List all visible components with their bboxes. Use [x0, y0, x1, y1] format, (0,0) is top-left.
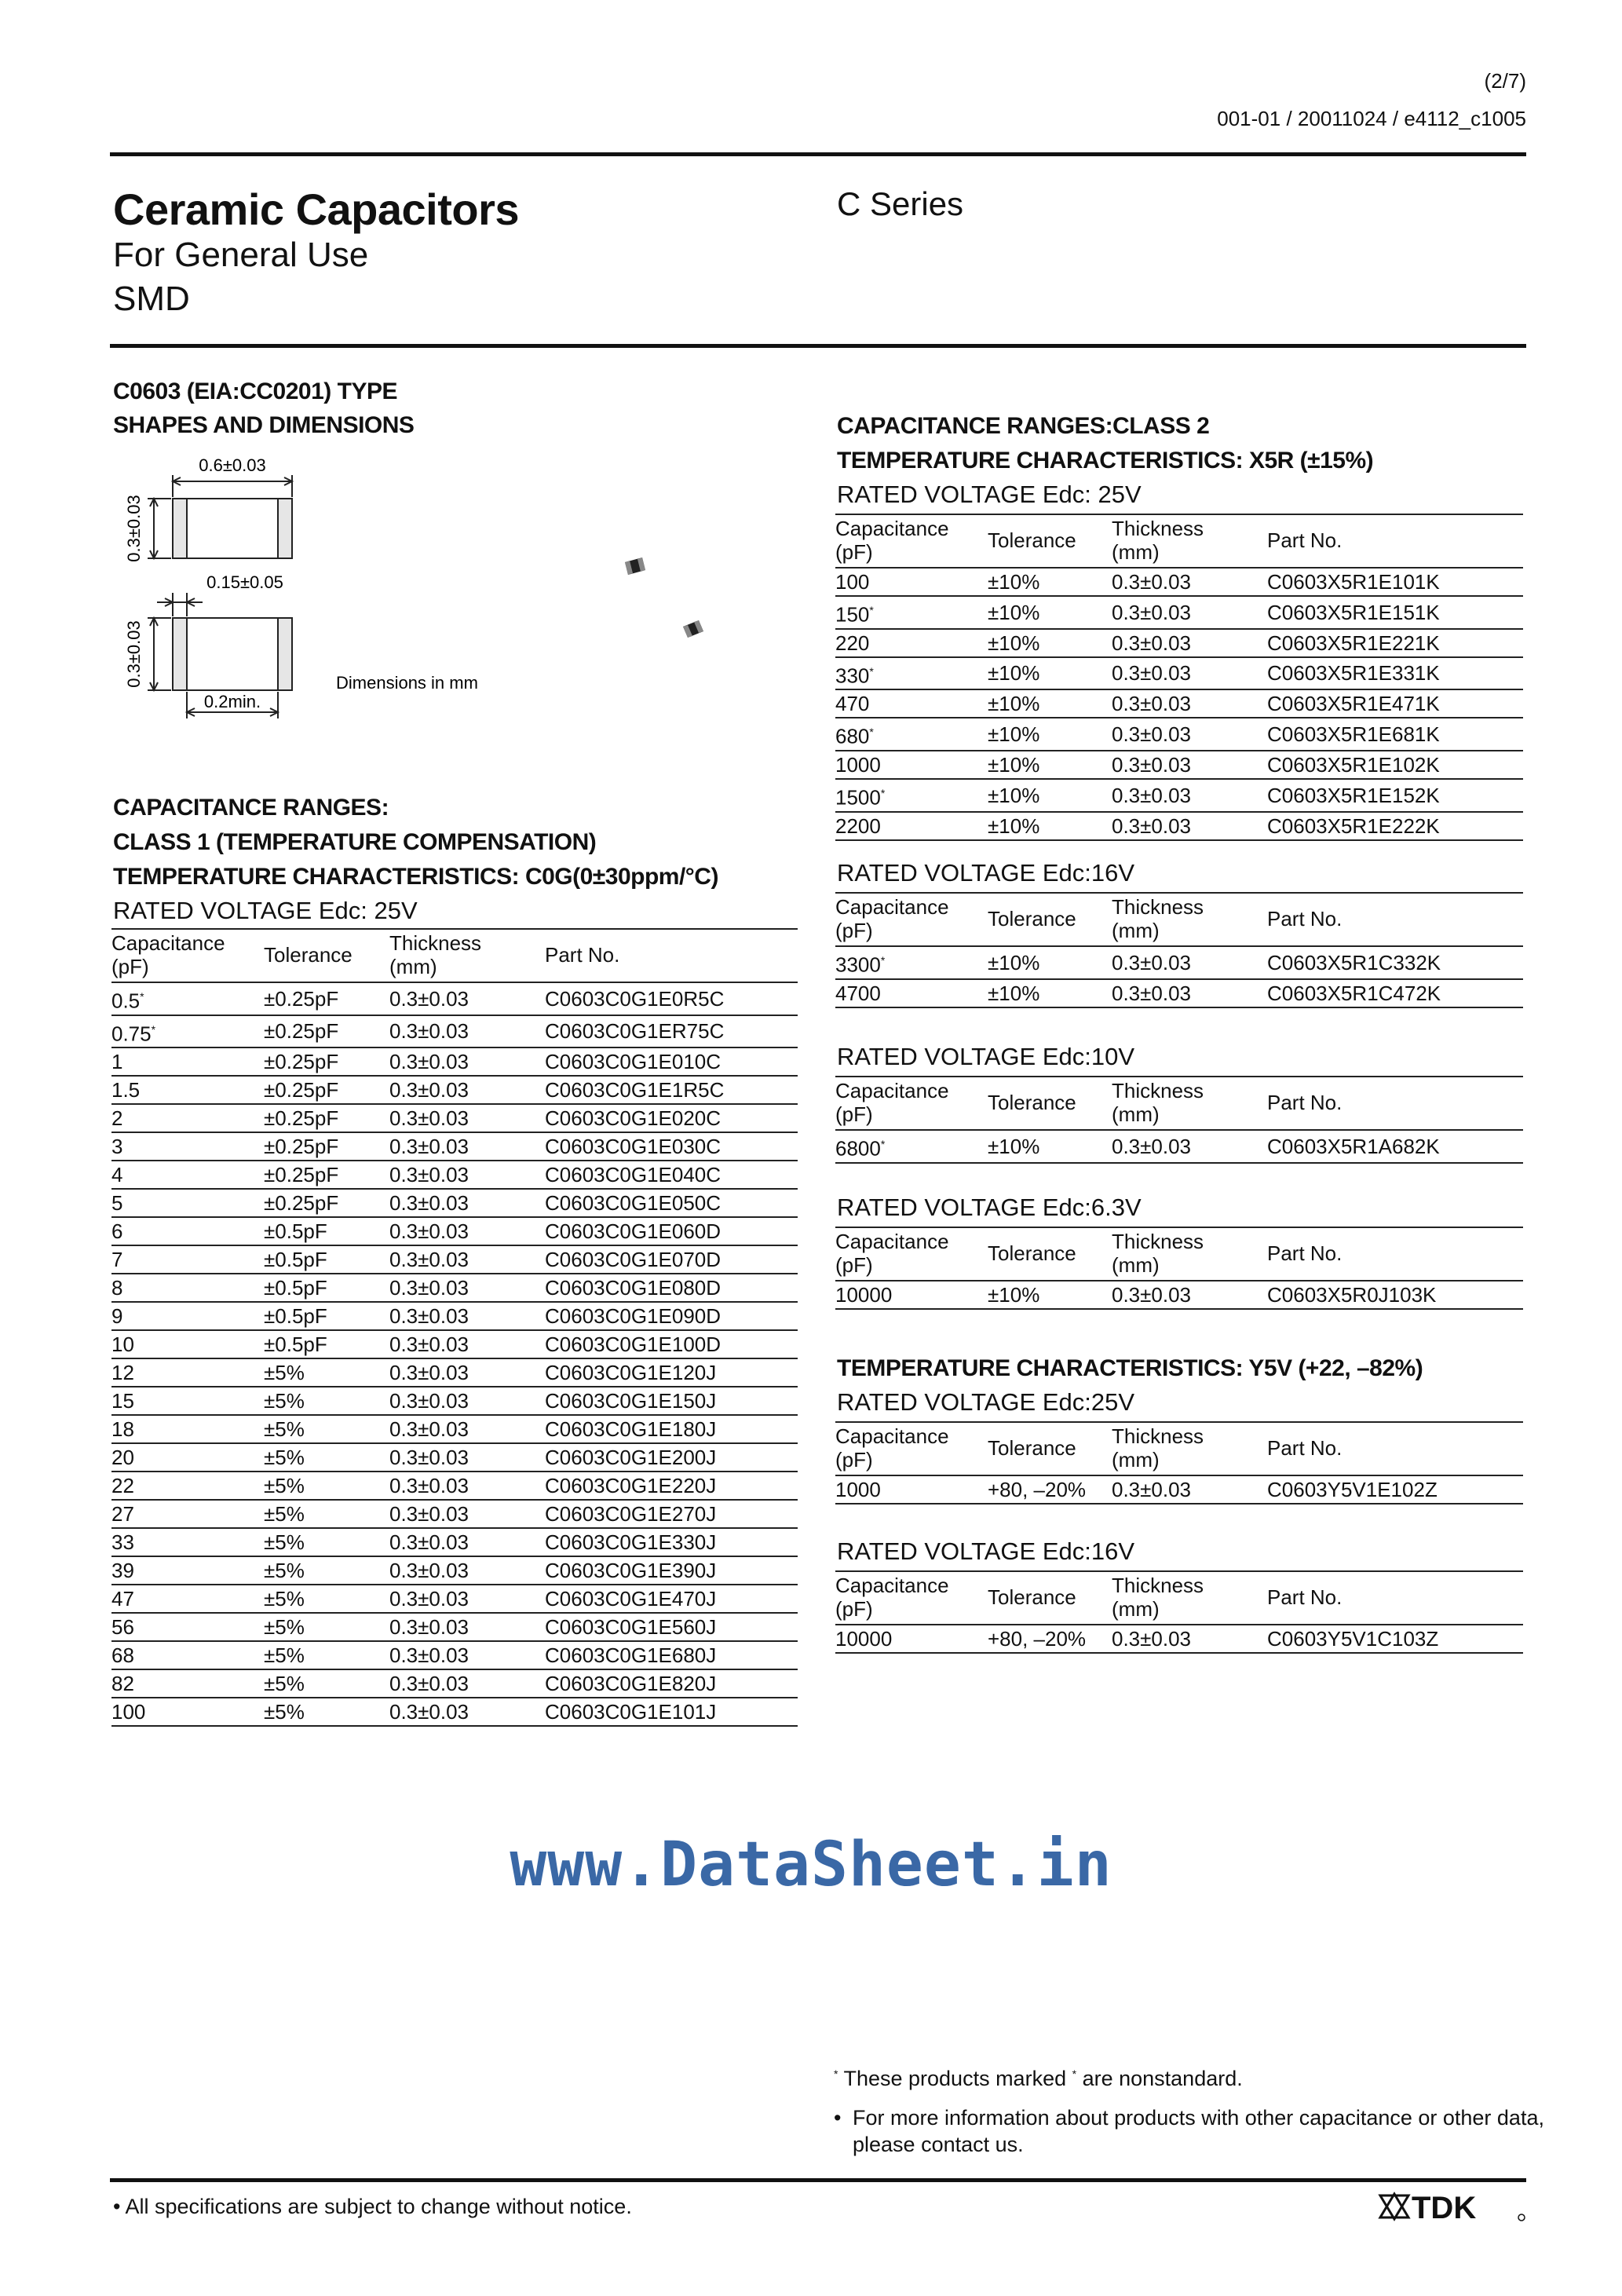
- cell-part-no: C0603C0G1E270J: [545, 1500, 798, 1528]
- cell-capacitance: 9: [111, 1302, 264, 1330]
- class2-table: [835, 514, 1523, 841]
- cell-part-no: C0603C0G1E150J: [545, 1387, 798, 1415]
- table-row: [111, 1472, 798, 1500]
- watermark: www.DataSheet.in: [510, 1830, 1112, 1900]
- nonstandard-marker: *: [140, 990, 144, 1003]
- cell-thickness: 0.3±0.03: [389, 1104, 545, 1132]
- cell-part-no: C0603C0G1E050C: [545, 1189, 798, 1217]
- col-capacitance: Capacitance (pF): [835, 1077, 988, 1130]
- cell-capacitance: 20: [111, 1443, 264, 1472]
- cell-tolerance: ±10%: [988, 979, 1112, 1007]
- cell-part-no: C0603C0G1E020C: [545, 1104, 798, 1132]
- cell-tolerance: ±5%: [264, 1358, 389, 1387]
- page-number: (2/7): [1484, 69, 1526, 93]
- cell-tolerance: ±5%: [264, 1698, 389, 1726]
- table-row: [835, 751, 1523, 779]
- table-row: [111, 1387, 798, 1415]
- cell-part-no: C0603X5R1E102K: [1267, 751, 1523, 779]
- cell-tolerance: ±0.25pF: [264, 1132, 389, 1161]
- rated-voltage-heading: RATED VOLTAGE Edc: 25V: [837, 481, 1142, 508]
- table-row: [111, 1076, 798, 1104]
- table-header-row: [835, 1571, 1523, 1625]
- cell-thickness: 0.3±0.03: [1112, 979, 1267, 1007]
- table-row: [111, 1104, 798, 1132]
- y5v-heading: TEMPERATURE CHARACTERISTICS: Y5V (+22, –82%): [837, 1355, 1423, 1381]
- cell-capacitance: 39: [111, 1556, 264, 1585]
- dimension-drawing: [110, 436, 550, 726]
- cell-part-no: C0603X5R1E331K: [1267, 657, 1523, 690]
- type-heading: C0603 (EIA:CC0201) TYPE: [113, 378, 397, 404]
- cell-part-no: C0603C0G1E560J: [545, 1613, 798, 1641]
- cell-tolerance: ±10%: [988, 779, 1112, 812]
- cell-part-no: C0603C0G1E040C: [545, 1161, 798, 1189]
- cell-thickness: 0.3±0.03: [389, 1698, 545, 1726]
- table-header-row: [835, 1422, 1523, 1475]
- tdk-logo-icon: [1377, 2189, 1526, 2224]
- cell-part-no: C0603C0G1E060D: [545, 1217, 798, 1245]
- table-row: [835, 596, 1523, 629]
- table-row: [111, 1302, 798, 1330]
- table-row: [835, 568, 1523, 596]
- class2-heading: CAPACITANCE RANGES:CLASS 2: [837, 413, 1210, 439]
- cell-thickness: 0.3±0.03: [389, 1245, 545, 1274]
- cell-capacitance: 6: [111, 1217, 264, 1245]
- cell-tolerance: ±10%: [988, 568, 1112, 596]
- nonstandard-marker: *: [880, 786, 886, 799]
- cell-capacitance: 0.75*: [111, 1015, 264, 1048]
- cell-capacitance: 100: [835, 568, 988, 596]
- cell-thickness: 0.3±0.03: [1112, 689, 1267, 718]
- cell-thickness: 0.3±0.03: [389, 1528, 545, 1556]
- rated-voltage-heading: RATED VOLTAGE Edc:16V: [837, 1537, 1135, 1565]
- cell-capacitance: 22: [111, 1472, 264, 1500]
- nonstandard-marker: *: [880, 954, 886, 967]
- cell-part-no: C0603C0G1E180J: [545, 1415, 798, 1443]
- cell-capacitance: 82: [111, 1669, 264, 1698]
- cell-tolerance: +80, –20%: [988, 1475, 1112, 1504]
- cell-tolerance: ±0.25pF: [264, 1015, 389, 1048]
- table-row: [111, 1161, 798, 1189]
- cell-capacitance: 1000: [835, 1475, 988, 1504]
- col-capacitance: Capacitance (pF): [835, 1227, 988, 1281]
- cell-part-no: C0603C0G1E470J: [545, 1585, 798, 1613]
- col-part-no: Part No.: [1267, 1227, 1523, 1281]
- cell-tolerance: ±10%: [988, 1281, 1112, 1309]
- cell-part-no: C0603X5R1E471K: [1267, 689, 1523, 718]
- col-thickness: Thickness (mm): [1112, 1077, 1267, 1130]
- nonstandard-marker: *: [869, 726, 874, 739]
- dim-length: 0.6±0.03: [199, 455, 266, 475]
- nonstandard-marker: *: [869, 664, 874, 678]
- title-rule: [110, 344, 1526, 348]
- table-row: [111, 1358, 798, 1387]
- table-row: [111, 1189, 798, 1217]
- table-row: [835, 946, 1523, 979]
- cell-tolerance: ±5%: [264, 1387, 389, 1415]
- cell-part-no: C0603C0G1E090D: [545, 1302, 798, 1330]
- cell-part-no: C0603X5R1E151K: [1267, 596, 1523, 629]
- document-id: 001-01 / 20011024 / e4112_c1005: [1217, 107, 1526, 130]
- cell-thickness: 0.3±0.03: [389, 1443, 545, 1472]
- series-label: C Series: [837, 185, 964, 222]
- table-header-row: [835, 893, 1523, 946]
- cell-part-no: C0603C0G1E680J: [545, 1641, 798, 1669]
- cell-capacitance: 27: [111, 1500, 264, 1528]
- cell-tolerance: ±10%: [988, 596, 1112, 629]
- cell-thickness: 0.3±0.03: [1112, 568, 1267, 596]
- col-part-no: Part No.: [1267, 1422, 1523, 1475]
- dims-units-note: Dimensions in mm: [336, 673, 478, 693]
- cell-capacitance: 3: [111, 1132, 264, 1161]
- col-tolerance: Tolerance: [988, 893, 1112, 946]
- cell-thickness: 0.3±0.03: [389, 1641, 545, 1669]
- col-thickness: Thickness (mm): [1112, 893, 1267, 946]
- cell-thickness: 0.3±0.03: [389, 1076, 545, 1104]
- cell-thickness: 0.3±0.03: [1112, 1475, 1267, 1504]
- class2-table: [835, 1570, 1523, 1654]
- c0g-heading: TEMPERATURE CHARACTERISTICS: C0G(0±30ppm/°C): [113, 864, 718, 890]
- cell-capacitance: 220: [835, 629, 988, 657]
- table-row: [835, 1625, 1523, 1653]
- class2-table: [835, 892, 1523, 1008]
- table-row: [111, 1132, 798, 1161]
- table-row: [111, 982, 798, 1015]
- cell-capacitance: 2200: [835, 812, 988, 840]
- class2-table: [835, 1076, 1523, 1164]
- chip-side-view: [173, 618, 292, 690]
- cell-thickness: 0.3±0.03: [1112, 1281, 1267, 1309]
- svg-text:TDK: TDK: [1412, 2191, 1477, 2224]
- cell-tolerance: ±0.25pF: [264, 1104, 389, 1132]
- cell-part-no: C0603C0G1E070D: [545, 1245, 798, 1274]
- col-capacitance: Capacitance (pF): [835, 893, 988, 946]
- cell-capacitance: 150*: [835, 596, 988, 629]
- cell-tolerance: ±10%: [988, 812, 1112, 840]
- col-capacitance: Capacitance (pF): [835, 514, 988, 568]
- col-part-no: Part No.: [1267, 1077, 1523, 1130]
- col-part-no: Part No.: [545, 929, 798, 982]
- c0g-table: [111, 928, 798, 1727]
- col-thickness: Thickness (mm): [1112, 1422, 1267, 1475]
- table-row: [835, 657, 1523, 690]
- dim-height-2: 0.3±0.03: [124, 620, 144, 688]
- nonstandard-marker: *: [880, 1138, 886, 1150]
- cell-tolerance: ±5%: [264, 1641, 389, 1669]
- note-contact-text: For more information about products with other capacitance or other data, please contact us.: [853, 2106, 1544, 2156]
- table-row: [835, 1281, 1523, 1309]
- cell-thickness: 0.3±0.03: [389, 1132, 545, 1161]
- col-tolerance: Tolerance: [988, 1227, 1112, 1281]
- cell-thickness: 0.3±0.03: [389, 1556, 545, 1585]
- table-header-row: [835, 1227, 1523, 1281]
- cell-tolerance: ±5%: [264, 1585, 389, 1613]
- page-title: Ceramic Capacitors: [113, 185, 520, 234]
- cell-part-no: C0603C0G1E030C: [545, 1132, 798, 1161]
- cell-thickness: 0.3±0.03: [389, 1669, 545, 1698]
- rated-voltage-heading: RATED VOLTAGE Edc:25V: [837, 1388, 1135, 1416]
- table-row: [111, 1015, 798, 1048]
- cell-thickness: 0.3±0.03: [1112, 751, 1267, 779]
- cell-part-no: C0603C0G1E101J: [545, 1698, 798, 1726]
- cell-tolerance: ±5%: [264, 1500, 389, 1528]
- col-tolerance: Tolerance: [264, 929, 389, 982]
- cell-part-no: C0603X5R1E681K: [1267, 718, 1523, 751]
- cell-part-no: C0603C0G1E820J: [545, 1669, 798, 1698]
- dim-min: 0.2min.: [203, 692, 261, 711]
- table-row: [835, 812, 1523, 840]
- cell-part-no: C0603C0G1E220J: [545, 1472, 798, 1500]
- cell-capacitance: 4700: [835, 979, 988, 1007]
- cell-part-no: C0603X5R1E101K: [1267, 568, 1523, 596]
- cell-capacitance: 7: [111, 1245, 264, 1274]
- cell-capacitance: 1500*: [835, 779, 988, 812]
- cell-capacitance: 15: [111, 1387, 264, 1415]
- col-part-no: Part No.: [1267, 1571, 1523, 1625]
- table-row: [835, 979, 1523, 1007]
- cell-part-no: C0603C0G1E010C: [545, 1047, 798, 1076]
- footer-disclaimer: • All specifications are subject to change without notice.: [113, 2195, 632, 2218]
- cell-tolerance: ±0.5pF: [264, 1330, 389, 1358]
- table-row: [111, 1698, 798, 1726]
- chip-photo-1: [622, 554, 648, 578]
- cell-capacitance: 6800*: [835, 1130, 988, 1163]
- table-row: [835, 1475, 1523, 1504]
- cell-capacitance: 5: [111, 1189, 264, 1217]
- cell-capacitance: 33: [111, 1528, 264, 1556]
- table-row: [111, 1415, 798, 1443]
- cell-part-no: C0603X5R1E221K: [1267, 629, 1523, 657]
- cell-tolerance: ±10%: [988, 657, 1112, 690]
- cell-tolerance: ±0.25pF: [264, 1076, 389, 1104]
- nonstandard-marker: *: [869, 604, 874, 616]
- cell-part-no: C0603C0G1E080D: [545, 1274, 798, 1302]
- table-row: [835, 629, 1523, 657]
- cell-capacitance: 2: [111, 1104, 264, 1132]
- table-header-row: [835, 1077, 1523, 1130]
- cell-tolerance: ±5%: [264, 1528, 389, 1556]
- note-nonstandard: * These products marked * are nonstandard.: [834, 2067, 1243, 2090]
- col-thickness: Thickness (mm): [1112, 514, 1267, 568]
- cell-thickness: 0.3±0.03: [1112, 596, 1267, 629]
- cell-capacitance: 3300*: [835, 946, 988, 979]
- table-row: [111, 1669, 798, 1698]
- col-tolerance: Tolerance: [988, 514, 1112, 568]
- cell-capacitance: 0.5*: [111, 982, 264, 1015]
- cell-capacitance: 47: [111, 1585, 264, 1613]
- cell-capacitance: 1000: [835, 751, 988, 779]
- cell-tolerance: ±0.25pF: [264, 1047, 389, 1076]
- shapes-heading: SHAPES AND DIMENSIONS: [113, 412, 415, 438]
- cell-thickness: 0.3±0.03: [389, 1302, 545, 1330]
- cell-thickness: 0.3±0.03: [389, 1161, 545, 1189]
- table-row: [835, 779, 1523, 812]
- cell-part-no: C0603X5R1C472K: [1267, 979, 1523, 1007]
- table-row: [835, 718, 1523, 751]
- cell-capacitance: 330*: [835, 657, 988, 690]
- cell-tolerance: ±10%: [988, 689, 1112, 718]
- table-row: [111, 1500, 798, 1528]
- cell-tolerance: ±10%: [988, 629, 1112, 657]
- cell-thickness: 0.3±0.03: [1112, 629, 1267, 657]
- page-subtitle-smd: SMD: [113, 280, 190, 318]
- col-tolerance: Tolerance: [988, 1571, 1112, 1625]
- cap-ranges-heading: CAPACITANCE RANGES:: [113, 795, 389, 821]
- cell-tolerance: ±0.5pF: [264, 1245, 389, 1274]
- cell-capacitance: 1.5: [111, 1076, 264, 1104]
- cell-thickness: 0.3±0.03: [1112, 1625, 1267, 1653]
- cell-capacitance: 10: [111, 1330, 264, 1358]
- table-header-row: [835, 514, 1523, 568]
- table-row: [111, 1217, 798, 1245]
- cell-part-no: C0603C0G1E100D: [545, 1330, 798, 1358]
- col-thickness: Thickness (mm): [1112, 1571, 1267, 1625]
- rated-voltage-heading: RATED VOLTAGE Edc:6.3V: [837, 1194, 1142, 1221]
- cell-tolerance: ±0.25pF: [264, 1161, 389, 1189]
- cell-thickness: 0.3±0.03: [389, 1015, 545, 1048]
- cell-part-no: C0603X5R0J103K: [1267, 1281, 1523, 1309]
- cell-capacitance: 10000: [835, 1281, 988, 1309]
- table-row: [111, 1274, 798, 1302]
- cell-capacitance: 56: [111, 1613, 264, 1641]
- table-row: [111, 1047, 798, 1076]
- table-row: [111, 1330, 798, 1358]
- cell-tolerance: ±5%: [264, 1556, 389, 1585]
- cell-part-no: C0603C0G1E0R5C: [545, 982, 798, 1015]
- cell-capacitance: 680*: [835, 718, 988, 751]
- col-part-no: Part No.: [1267, 514, 1523, 568]
- cell-capacitance: 470: [835, 689, 988, 718]
- cell-tolerance: ±5%: [264, 1443, 389, 1472]
- table-row: [111, 1245, 798, 1274]
- col-capacitance: Capacitance (pF): [111, 929, 264, 982]
- cell-tolerance: ±10%: [988, 946, 1112, 979]
- class2-table: [835, 1421, 1523, 1504]
- cell-tolerance: ±10%: [988, 718, 1112, 751]
- cell-tolerance: ±5%: [264, 1415, 389, 1443]
- cell-tolerance: ±10%: [988, 1130, 1112, 1163]
- col-tolerance: Tolerance: [988, 1422, 1112, 1475]
- tdk-logo: [1377, 2189, 1526, 2228]
- c0g-voltage: RATED VOLTAGE Edc: 25V: [113, 897, 418, 924]
- cell-thickness: 0.3±0.03: [389, 1500, 545, 1528]
- col-capacitance: Capacitance (pF): [835, 1422, 988, 1475]
- col-thickness: Thickness (mm): [389, 929, 545, 982]
- cell-thickness: 0.3±0.03: [389, 1472, 545, 1500]
- cell-part-no: C0603C0G1ER75C: [545, 1015, 798, 1048]
- cell-thickness: 0.3±0.03: [389, 1274, 545, 1302]
- table-row: [111, 1585, 798, 1613]
- cell-tolerance: ±5%: [264, 1472, 389, 1500]
- col-part-no: Part No.: [1267, 893, 1523, 946]
- cell-thickness: 0.3±0.03: [389, 1613, 545, 1641]
- cell-tolerance: ±0.5pF: [264, 1217, 389, 1245]
- cell-thickness: 0.3±0.03: [389, 1047, 545, 1076]
- chip-top-view: [173, 499, 292, 558]
- cell-thickness: 0.3±0.03: [1112, 812, 1267, 840]
- cell-part-no: C0603Y5V1E102Z: [1267, 1475, 1523, 1504]
- cell-tolerance: ±0.5pF: [264, 1274, 389, 1302]
- cell-tolerance: ±0.5pF: [264, 1302, 389, 1330]
- table-row: [111, 1556, 798, 1585]
- chip-photo-2: [680, 617, 707, 641]
- dim-height-1: 0.3±0.03: [124, 495, 144, 562]
- cell-capacitance: 8: [111, 1274, 264, 1302]
- cell-part-no: C0603X5R1C332K: [1267, 946, 1523, 979]
- cell-thickness: 0.3±0.03: [1112, 657, 1267, 690]
- cell-thickness: 0.3±0.03: [389, 1189, 545, 1217]
- cell-part-no: C0603C0G1E120J: [545, 1358, 798, 1387]
- cell-thickness: 0.3±0.03: [389, 1358, 545, 1387]
- cell-thickness: 0.3±0.03: [389, 1387, 545, 1415]
- dim-terminal: 0.15±0.05: [206, 572, 283, 592]
- bottom-rule: [110, 2178, 1526, 2182]
- table-row: [835, 1130, 1523, 1163]
- table-row: [111, 1613, 798, 1641]
- cell-part-no: C0603X5R1E152K: [1267, 779, 1523, 812]
- col-tolerance: Tolerance: [988, 1077, 1112, 1130]
- nonstandard-marker: *: [151, 1022, 156, 1036]
- cell-part-no: C0603C0G1E1R5C: [545, 1076, 798, 1104]
- rated-voltage-heading: RATED VOLTAGE Edc:16V: [837, 859, 1135, 887]
- table-row: [111, 1528, 798, 1556]
- cell-thickness: 0.3±0.03: [1112, 718, 1267, 751]
- cell-capacitance: 68: [111, 1641, 264, 1669]
- rated-voltage-heading: RATED VOLTAGE Edc:10V: [837, 1043, 1135, 1070]
- table-header-row: [111, 929, 798, 982]
- cell-tolerance: ±0.25pF: [264, 982, 389, 1015]
- cell-part-no: C0603X5R1E222K: [1267, 812, 1523, 840]
- col-thickness: Thickness (mm): [1112, 1227, 1267, 1281]
- cell-tolerance: +80, –20%: [988, 1625, 1112, 1653]
- cell-part-no: C0603C0G1E330J: [545, 1528, 798, 1556]
- cell-tolerance: ±5%: [264, 1613, 389, 1641]
- page-subtitle-use: For General Use: [113, 236, 369, 274]
- note-contact: •: [834, 2106, 842, 2130]
- cell-tolerance: ±0.25pF: [264, 1189, 389, 1217]
- cell-capacitance: 12: [111, 1358, 264, 1387]
- cell-tolerance: ±5%: [264, 1669, 389, 1698]
- cell-capacitance: 100: [111, 1698, 264, 1726]
- cell-capacitance: 1: [111, 1047, 264, 1076]
- x5r-heading: TEMPERATURE CHARACTERISTICS: X5R (±15%): [837, 448, 1374, 473]
- cell-thickness: 0.3±0.03: [1112, 779, 1267, 812]
- cell-part-no: C0603C0G1E390J: [545, 1556, 798, 1585]
- top-rule: [110, 152, 1526, 156]
- cell-thickness: 0.3±0.03: [389, 982, 545, 1015]
- cell-thickness: 0.3±0.03: [389, 1415, 545, 1443]
- cell-part-no: C0603X5R1A682K: [1267, 1130, 1523, 1163]
- cell-capacitance: 18: [111, 1415, 264, 1443]
- table-row: [835, 689, 1523, 718]
- table-row: [111, 1641, 798, 1669]
- class1-heading: CLASS 1 (TEMPERATURE COMPENSATION): [113, 829, 597, 855]
- cell-thickness: 0.3±0.03: [1112, 946, 1267, 979]
- cell-thickness: 0.3±0.03: [389, 1217, 545, 1245]
- cell-capacitance: 10000: [835, 1625, 988, 1653]
- cell-thickness: 0.3±0.03: [389, 1585, 545, 1613]
- cell-thickness: 0.3±0.03: [1112, 1130, 1267, 1163]
- class2-table: [835, 1227, 1523, 1310]
- cell-part-no: C0603Y5V1C103Z: [1267, 1625, 1523, 1653]
- col-capacitance: Capacitance (pF): [835, 1571, 988, 1625]
- cell-tolerance: ±10%: [988, 751, 1112, 779]
- cell-capacitance: 4: [111, 1161, 264, 1189]
- cell-part-no: C0603C0G1E200J: [545, 1443, 798, 1472]
- cell-thickness: 0.3±0.03: [389, 1330, 545, 1358]
- table-row: [111, 1443, 798, 1472]
